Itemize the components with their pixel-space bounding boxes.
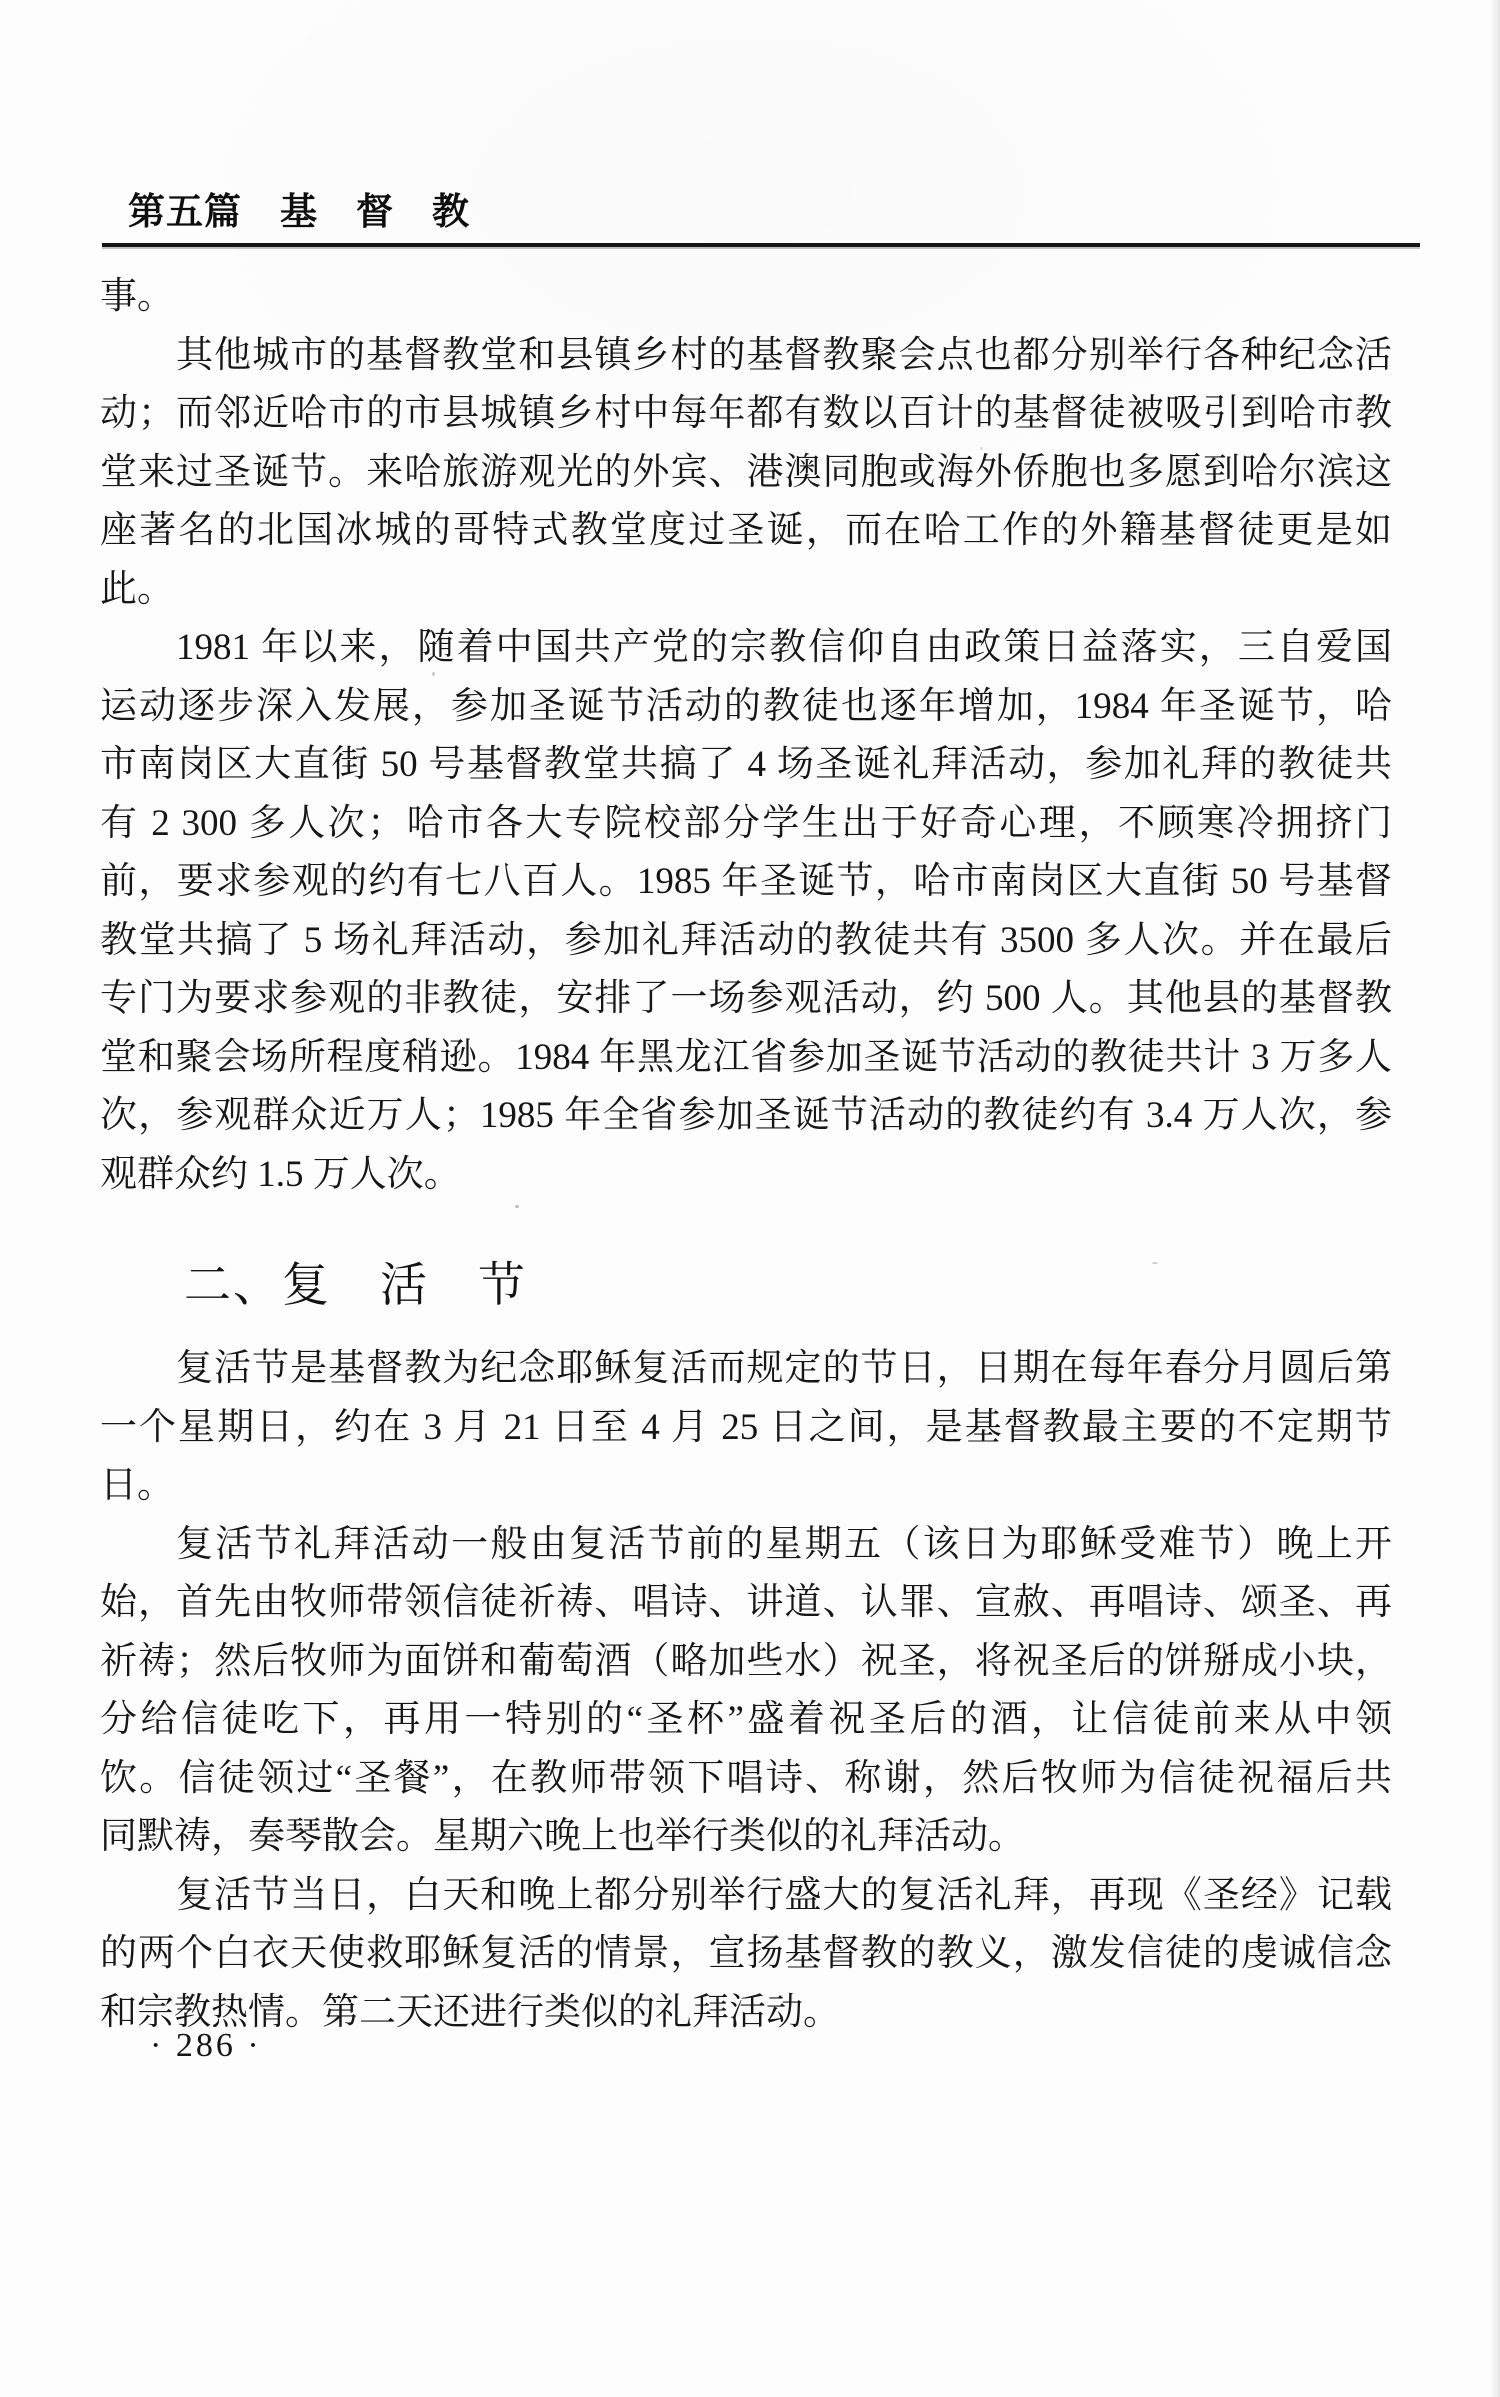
running-header: 第五篇 基 督 教 [128, 191, 470, 232]
body-paragraphs-easter [100, 1340, 1392, 2042]
text-line: 一个星期日，约在 3 月 21 日至 4 月 25 日之间，是基督教最主要的不定期节 [100, 1406, 1392, 1448]
text-line: 专门为要求参观的非教徒，安排了一场参观活动，约 500 人。其他县的基督教 [100, 978, 1392, 1019]
text-line: 分给信徒吃下，再用一特别的“圣杯”盛着祝圣后的酒，让信徒前来从中领 [100, 1699, 1392, 1740]
text-line: 始，首先由牧师带领信徒祈祷、唱诗、讲道、认罪、宣赦、再唱诗、颂圣、再 [100, 1582, 1392, 1623]
text-line: 饮。信徒领过“圣餐”，在教师带领下唱诗、称谢，然后牧师为信徒祝福后共 [100, 1757, 1392, 1799]
header-rule [102, 243, 1420, 247]
text-line: 堂来过圣诞节。来哈旅游观光的外宾、港澳同胞或海外侨胞也多愿到哈尔滨这 [100, 451, 1392, 493]
text-line: 日。 [100, 1465, 174, 1506]
section-heading-easter: 二、复 活 节 [184, 1260, 527, 1312]
text-line: 同默祷，奏琴散会。星期六晚上也举行类似的礼拜活动。 [100, 1816, 1025, 1857]
text-line: 前，要求参观的约有七八百人。1985 年圣诞节，哈市南岗区大直街 50 号基督 [100, 861, 1392, 902]
text-line: 复活节当日，白天和晚上都分别举行盛大的复活礼拜，再现《圣经》记载 [176, 1874, 1392, 1916]
text-line: 次，参观群众近万人；1985 年全省参加圣诞节活动的教徒约有 3.4 万人次，参 [100, 1095, 1392, 1136]
body-paragraphs-christmas [100, 268, 1392, 1204]
scan-speck [432, 672, 435, 676]
text-line: 祈祷；然后牧师为面饼和葡萄酒（略加些水）祝圣，将祝圣后的饼掰成小块， [100, 1640, 1392, 1682]
text-line: 复活节礼拜活动一般由复活节前的星期五（该日为耶稣受难节）晚上开 [176, 1523, 1392, 1565]
text-line: 和宗教热情。第二天还进行类似的礼拜活动。 [100, 1991, 840, 2033]
text-line: 市南岗区大直街 50 号基督教堂共搞了 4 场圣诞礼拜活动，参加礼拜的教徒共 [100, 744, 1392, 785]
text-line: 复活节是基督教为纪念耶稣复活而规定的节日，日期在每年春分月圆后第 [176, 1348, 1392, 1389]
text-line: 座著名的北国冰城的哥特式教堂度过圣诞，而在哈工作的外籍基督徒更是如 [100, 510, 1392, 551]
scan-speck [1152, 1262, 1158, 1264]
scan-edge-shadow [1490, 0, 1500, 2397]
text-line: 其他城市的基督教堂和县镇乡村的基督教聚会点也都分别举行各种纪念活 [176, 334, 1392, 376]
text-line: 运动逐步深入发展，参加圣诞节活动的教徒也逐年增加，1984 年圣诞节，哈 [100, 685, 1392, 727]
text-line: 教堂共搞了 5 场礼拜活动，参加礼拜活动的教徒共有 3500 多人次。并在最后 [100, 919, 1392, 961]
text-line: 事。 [100, 276, 174, 317]
text-line: 此。 [100, 568, 174, 610]
scan-speck [515, 1205, 519, 1208]
page-number: · 286 · [150, 2027, 262, 2064]
text-line: 观群众约 1.5 万人次。 [100, 1153, 461, 1195]
text-line: 的两个白衣天使救耶稣复活的情景，宣扬基督教的教义，激发信徒的虔诚信念 [100, 1933, 1392, 1974]
text-line: 动；而邻近哈市的市县城镇乡村中每年都有数以百计的基督徒被吸引到哈市教 [100, 393, 1392, 434]
scan-speck [980, 447, 983, 450]
text-line: 堂和聚会场所程度稍逊。1984 年黑龙江省参加圣诞节活动的教徒共计 3 万多人 [100, 1036, 1392, 1078]
text-line: 1981 年以来，随着中国共产党的宗教信仰自由政策日益落实，三自爱国 [176, 627, 1392, 668]
text-line: 有 2 300 多人次；哈市各大专院校部分学生出于好奇心理，不顾寒冷拥挤门 [100, 802, 1392, 844]
